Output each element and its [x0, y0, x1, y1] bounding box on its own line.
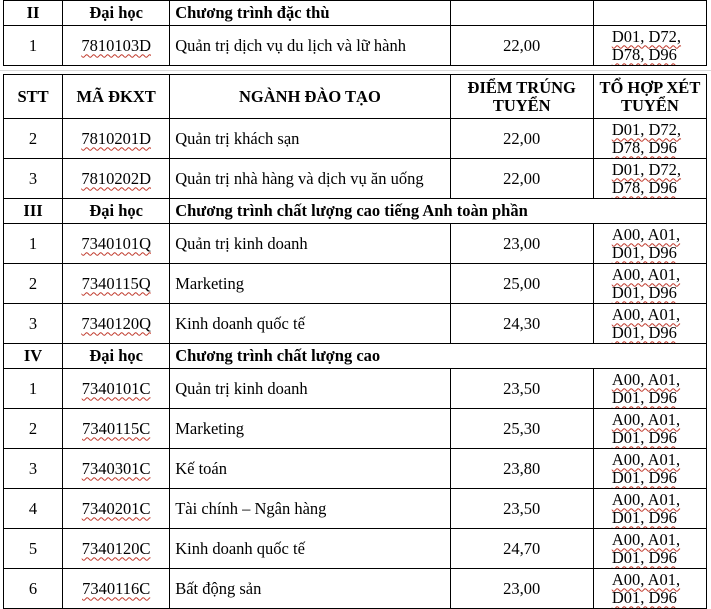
- table-row: [4, 264, 707, 304]
- table-row: [4, 369, 707, 409]
- row-score: 24,30: [450, 304, 593, 344]
- header-score: ĐIỂM TRÚNG TUYỂN: [450, 75, 593, 119]
- row-code: 7340115Q: [81, 273, 151, 293]
- row-stt: 3: [4, 449, 63, 489]
- row-stt: 2: [4, 409, 63, 449]
- row-combo: A00, A01, D01, D96: [611, 529, 681, 567]
- row-code: 7810202D: [81, 168, 151, 188]
- row-combo: A00, A01, D01, D96: [611, 369, 681, 407]
- row-major: Kinh doanh quốc tế: [170, 529, 450, 569]
- row-score: 25,00: [450, 264, 593, 304]
- row-major: Quản trị khách sạn: [170, 119, 450, 159]
- row-score: 22,00: [450, 159, 593, 199]
- row-stt: 2: [4, 119, 63, 159]
- row-code: 7340116C: [82, 578, 151, 598]
- row-code: 7810103D: [81, 35, 151, 55]
- row-combo: A00, A01, D01, D96: [611, 409, 681, 447]
- table-row: [4, 159, 707, 199]
- row-score: 23,00: [450, 224, 593, 264]
- row-code: 7340101C: [81, 378, 151, 398]
- section-level: Đại học: [63, 1, 170, 26]
- section-row-iv: [4, 344, 707, 369]
- row-stt: 1: [4, 369, 63, 409]
- section-stt: III: [4, 199, 63, 224]
- row-combo: D01, D72, D78, D96: [611, 159, 682, 197]
- row-major: Marketing: [170, 409, 450, 449]
- admission-table-main: [3, 74, 707, 609]
- row-score: 25,30: [450, 409, 593, 449]
- row-major: Quản trị nhà hàng và dịch vụ ăn uống: [170, 159, 450, 199]
- section-level: Đại học: [63, 199, 170, 224]
- row-stt: 5: [4, 529, 63, 569]
- header-code: MÃ ĐKXT: [63, 75, 170, 119]
- section-stt: IV: [4, 344, 63, 369]
- row-combo: A00, A01, D01, D96: [611, 449, 681, 487]
- row-stt: 3: [4, 304, 63, 344]
- row-code: 7340301C: [81, 458, 151, 478]
- section-program: Chương trình chất lượng cao: [170, 344, 707, 369]
- row-combo: A00, A01, D01, D96: [611, 304, 681, 342]
- section-combo: [593, 1, 706, 26]
- row-major: Quản trị kinh doanh: [170, 369, 450, 409]
- row-combo: D01, D72, D78, D96: [611, 26, 682, 64]
- row-combo: D01, D72, D78, D96: [611, 119, 682, 157]
- row-stt: 4: [4, 489, 63, 529]
- row-combo: A00, A01, D01, D96: [611, 264, 681, 302]
- row-score: 22,00: [450, 26, 593, 66]
- row-code: 7340115C: [82, 418, 151, 438]
- row-score: 24,70: [450, 529, 593, 569]
- row-major: Tài chính – Ngân hàng: [170, 489, 450, 529]
- admission-table-top: [3, 0, 707, 66]
- row-score: 23,80: [450, 449, 593, 489]
- row-combo: A00, A01, D01, D96: [611, 489, 681, 527]
- row-score: 23,50: [450, 369, 593, 409]
- section-row-ii: [4, 1, 707, 26]
- table-row: [4, 449, 707, 489]
- table-row: [4, 304, 707, 344]
- row-major: Marketing: [170, 264, 450, 304]
- row-stt: 3: [4, 159, 63, 199]
- table-row: [4, 224, 707, 264]
- table-row: [4, 529, 707, 569]
- row-code: 7340120C: [81, 538, 151, 558]
- row-code: 7340120Q: [81, 313, 151, 333]
- row-major: Bất động sản: [170, 569, 450, 609]
- section-row-iii: [4, 199, 707, 224]
- row-major: Kế toán: [170, 449, 450, 489]
- table-row: [4, 409, 707, 449]
- row-score: 23,50: [450, 489, 593, 529]
- table-row: [4, 489, 707, 529]
- section-score: [450, 1, 593, 26]
- row-code: 7340101Q: [81, 233, 151, 253]
- row-score: 23,00: [450, 569, 593, 609]
- row-stt: 1: [4, 26, 63, 66]
- table-row: [4, 26, 707, 66]
- row-code: 7340201C: [81, 498, 151, 518]
- table-row: [4, 569, 707, 609]
- row-stt: 6: [4, 569, 63, 609]
- table-row: [4, 119, 707, 159]
- row-code: 7810201D: [81, 128, 151, 148]
- page-divider: [0, 70, 711, 71]
- section-program: Chương trình chất lượng cao tiếng Anh toàn phần: [170, 199, 707, 224]
- row-score: 22,00: [450, 119, 593, 159]
- row-combo: A00, A01, D01, D96: [611, 569, 681, 607]
- row-major: Kinh doanh quốc tế: [170, 304, 450, 344]
- row-major: Quản trị dịch vụ du lịch và lữ hành: [170, 26, 450, 66]
- header-major: NGÀNH ĐÀO TẠO: [170, 75, 450, 119]
- row-stt: 2: [4, 264, 63, 304]
- row-combo: A00, A01, D01, D96: [611, 224, 681, 262]
- header-stt: STT: [4, 75, 63, 119]
- section-program: Chương trình đặc thù: [170, 1, 450, 26]
- row-major: Quản trị kinh doanh: [170, 224, 450, 264]
- section-level: Đại học: [63, 344, 170, 369]
- section-stt: II: [4, 1, 63, 26]
- row-stt: 1: [4, 224, 63, 264]
- table-header-row: [4, 75, 707, 119]
- header-combo: TỔ HỢP XÉT TUYỂN: [593, 75, 706, 119]
